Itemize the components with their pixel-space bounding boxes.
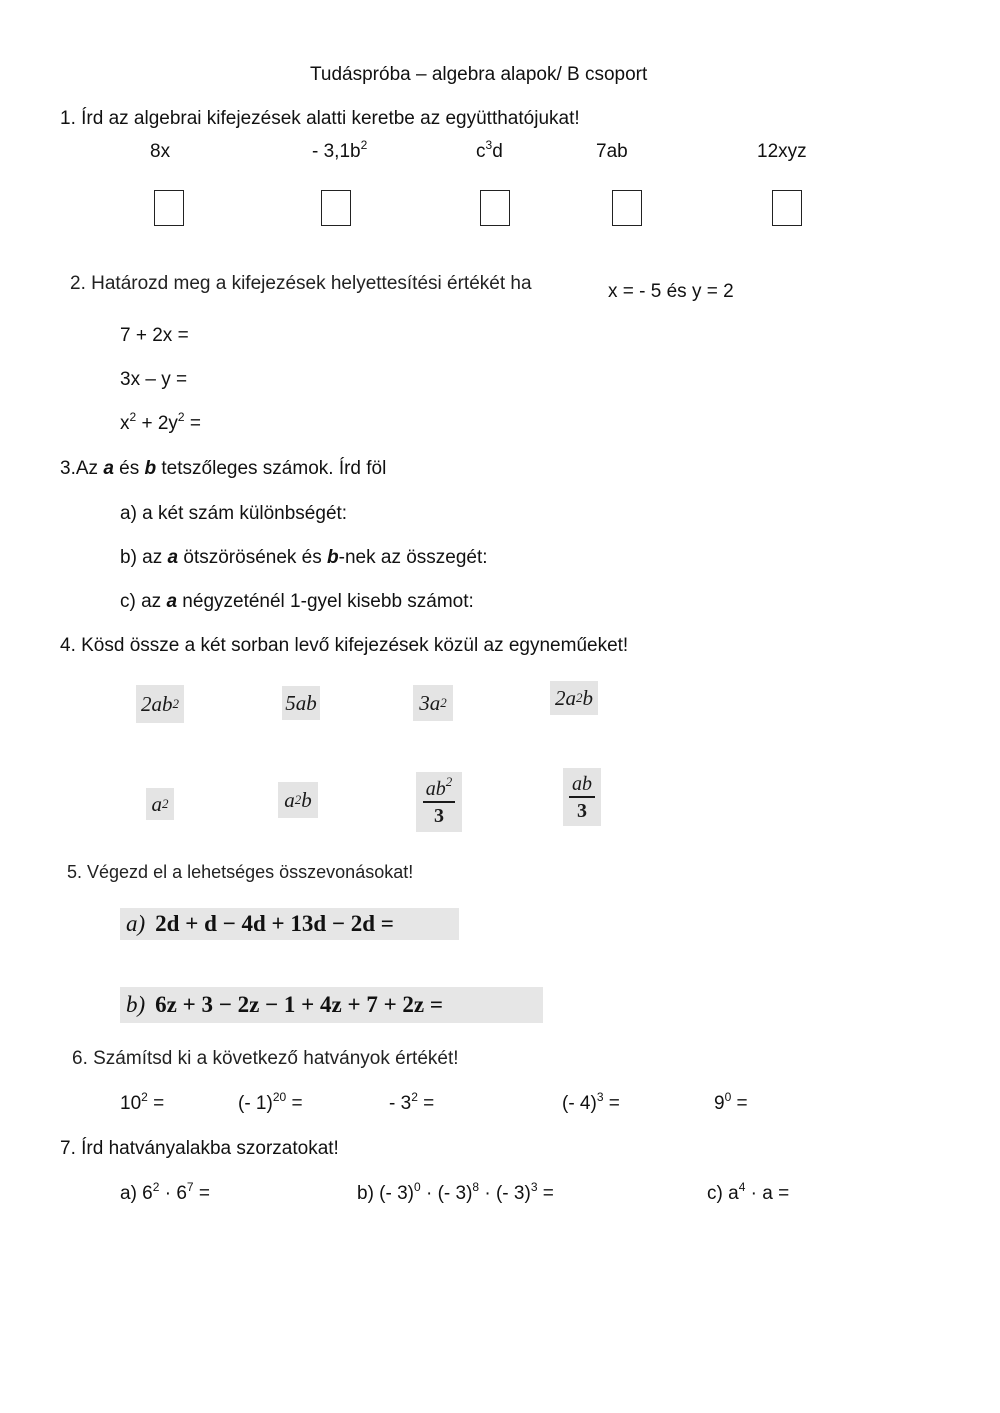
- q3-item-c: c) az a négyzeténél 1-gyel kisebb számot:: [120, 591, 474, 612]
- q4-row1-expr-2[interactable]: 5ab: [282, 686, 320, 720]
- q6-prompt: 6. Számítsd ki a következő hatványok értékét!: [72, 1048, 459, 1069]
- q4-row2-expr-1[interactable]: a 2: [146, 788, 174, 820]
- q6-item-4: (- 4)$^3$ =: [562, 1090, 620, 1114]
- q1-expr-1: 8x: [150, 141, 171, 162]
- q7-prompt: 7. Írd hatványalakba szorzatokat!: [60, 1138, 339, 1159]
- q6-item-1: $10^2$ =: [120, 1090, 165, 1114]
- q7-item-c: c) $a^4 \cdot a$ =: [707, 1180, 790, 1204]
- q2-prompt: 2. Határozd meg a kifejezések helyettesítési értékét ha: [70, 273, 532, 294]
- q4-row2-expr-3[interactable]: $\frac{ab^2}{3}$: [416, 772, 462, 832]
- q1-answer-box-1[interactable]: [154, 190, 184, 226]
- q7-item-a: a) $6^2 \cdot 6^7$ =: [120, 1180, 210, 1204]
- q4-row2-expr-4[interactable]: $\frac{ab}{3}$: [563, 768, 601, 826]
- q3-item-a: a) a két szám különbségét:: [120, 503, 348, 524]
- q1-answer-box-5[interactable]: [772, 190, 802, 226]
- q2-line-2: 3x – y =: [120, 369, 188, 390]
- q4-prompt: 4. Kösd össze a két sorban levő kifejezések közül az egyneműeket!: [60, 635, 629, 656]
- q1-answer-box-4[interactable]: [612, 190, 642, 226]
- q1-expr-5: 12xyz: [757, 141, 807, 162]
- q2-line-1: 7 + 2x =: [120, 325, 189, 346]
- q1-expr-4: 7ab: [596, 141, 628, 162]
- q1-answer-box-3[interactable]: [480, 190, 510, 226]
- q5-expression-b: b) 6z + 3 − 2z − 1 + 4z + 7 + 2z =: [120, 987, 543, 1023]
- q7-item-b: b) (- 3)$^0$ · (- 3)$^8$ · (- 3)$^3$ =: [357, 1180, 554, 1204]
- q4-row1-expr-3[interactable]: 3a 2: [413, 685, 453, 721]
- q2-line-3: $x^2 + 2y^2$ =: [120, 410, 201, 434]
- q3-intro: 3.Az a és b tetszőleges számok. Írd föl: [60, 458, 387, 479]
- q1-expr-2: - $3,1b^2$: [312, 138, 368, 162]
- q6-item-2: (- 1)$^{20}$ =: [238, 1090, 303, 1114]
- q6-item-5: $9^0$ =: [714, 1090, 748, 1114]
- q1-expr-3: $c^3d$: [476, 138, 503, 162]
- q3-item-b: b) az a ötszörösének és b-nek az összegét:: [120, 547, 488, 568]
- q4-row1-expr-4[interactable]: 2a 2 b: [550, 681, 598, 715]
- q5-prompt: 5. Végezd el a lehetséges összevonásokat!: [67, 862, 414, 882]
- q5-expression-a: a) 2d + d − 4d + 13d − 2d =: [120, 908, 459, 940]
- q1-prompt: 1. Írd az algebrai kifejezések alatti keretbe az együtthatójukat!: [60, 108, 580, 129]
- q1-answer-box-2[interactable]: [321, 190, 351, 226]
- q4-row1-expr-1[interactable]: 2ab 2: [136, 685, 184, 723]
- q6-item-3: - $3^2$ =: [389, 1090, 435, 1114]
- q2-condition: x = - 5 és y = 2: [608, 281, 734, 302]
- q4-row2-expr-2[interactable]: a 2 b: [278, 782, 318, 818]
- page-title: Tudáspróba – algebra alapok/ B csoport: [310, 64, 648, 85]
